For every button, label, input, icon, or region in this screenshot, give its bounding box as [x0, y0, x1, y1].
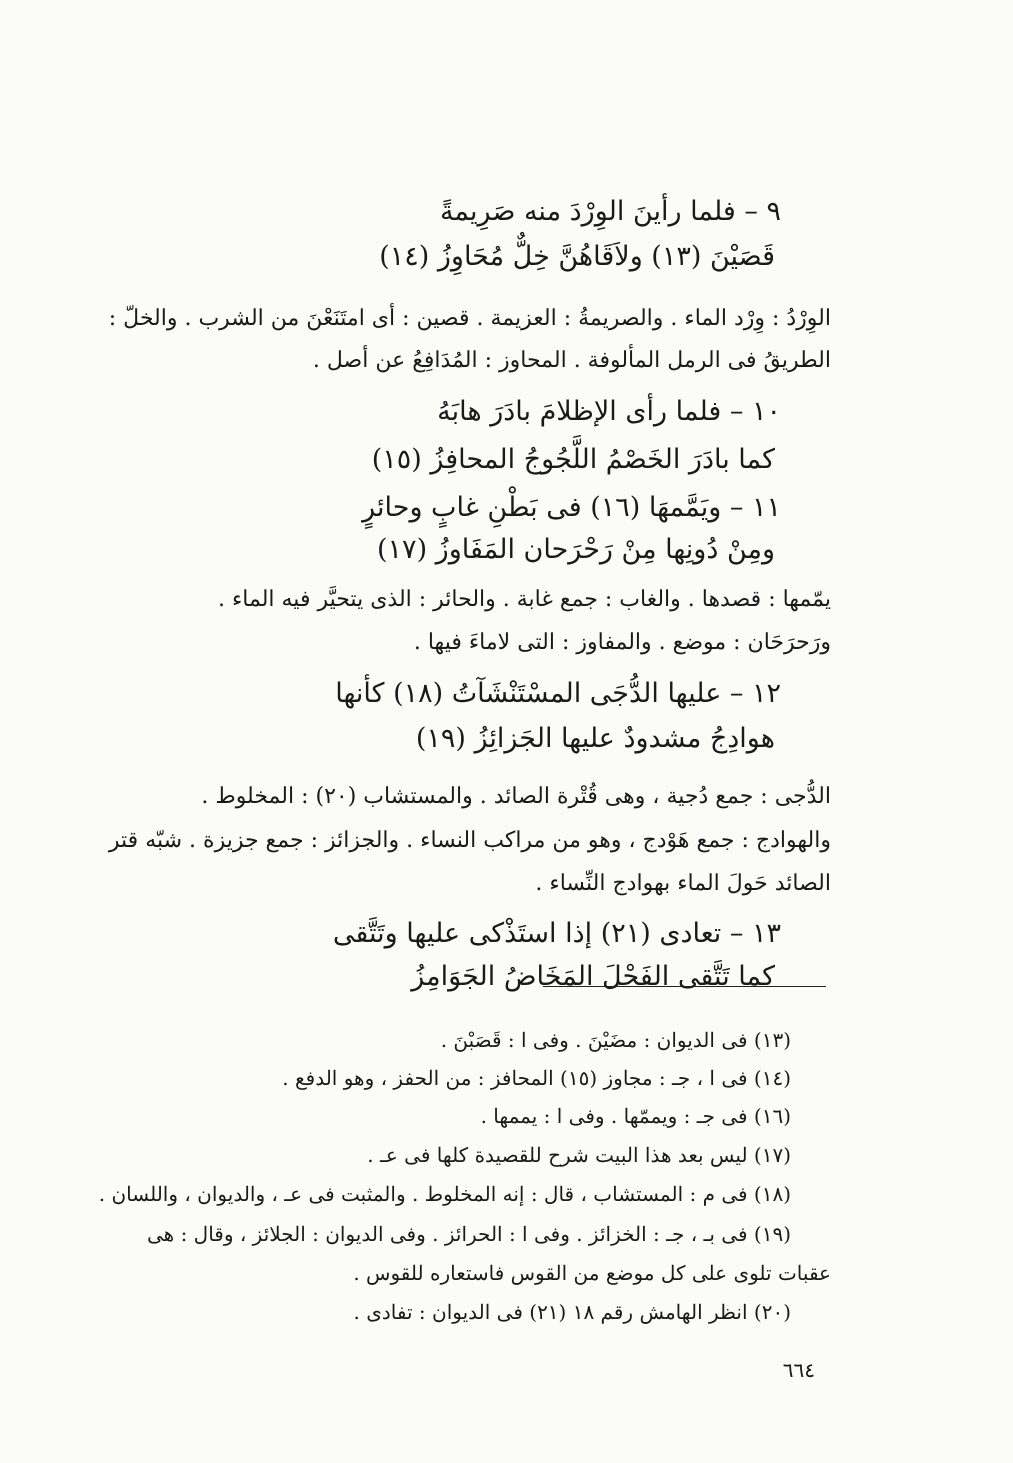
commentary-line: يمّمها : قصدها . والغاب : جمع غابة . والحائر : الذى يتحيَّر فيه الماء . — [217, 587, 831, 612]
footnote-line: (١٨) فى م : المستشاب ، قال : إنه المخلوط . والمثبت فى عـ ، والديوان ، واللسان . — [98, 1182, 791, 1206]
commentary-line: والهوادج : جمع هَوْدج ، وهو من مراكب النساء . والجزائز : جمع جزيزة . شبّه قتر — [108, 828, 831, 853]
footnote-line: (١٤) فى ا ، جـ : مجاوز (١٥) المحافز : من الحفز ، وهو الدفع . — [282, 1066, 791, 1090]
commentary-line: الدُّجى : جمع دُجية ، وهى قُتْرة الصائد . والمستشاب (٢٠) : المخلوط . — [201, 784, 831, 809]
verse-12-first-hemistich: ١٢ – عليها الدُّجَى المسْتَنْشَآتُ (١٨) كأنها — [335, 678, 781, 709]
verse-13-second-hemistich: كما تَتَّقى الفَحْلَ المَخَاضُ الجَوَامِزُ — [411, 961, 775, 992]
page-number: ٦٦٤ — [782, 1358, 815, 1382]
commentary-line: الطريقُ فى الرمل المألوفة . المحاوز : المُدَافِعُ عن أصل . — [312, 348, 831, 373]
verse-12-second-hemistich: هوادِجُ مشدودٌ عليها الجَزائِزُ (١٩) — [415, 723, 775, 754]
footnote-line: (١٦) فى جـ : ويممّها . وفى ا : يممها . — [480, 1104, 791, 1128]
verse-13-first-hemistich: ١٣ – تعادى (٢١) إذا استَذْكى عليها وتَتَّقى — [332, 918, 781, 949]
footnote-line: (١٩) فى بـ ، جـ : الخزائز . وفى ا : الحرائز . وفى الديوان : الجلائز ، وقال : هى — [147, 1222, 791, 1246]
verse-10-first-hemistich: ١٠ – فلما رأى الإظلامَ بادَرَ هابَهُ — [437, 396, 781, 427]
verse-11-first-hemistich: ١١ – ويَمَّمهَا (١٦) فى بَطْنِ غابٍ وحائرٍ — [362, 492, 781, 523]
footnote-line: عقبات تلوى على كل موضع من القوس فاستعاره للقوس . — [353, 1261, 831, 1285]
verse-10-second-hemistich: كما بادَرَ الخَصْمُ اللَّجُوجُ المحافِزُ (١٥) — [371, 444, 775, 475]
verse-9-first-hemistich: ٩ – فلما رأينَ الوِرْدَ منه صَرِيمةً — [439, 196, 781, 227]
commentary-line: ورَحرَحَان : موضع . والمفاوز : التى لاماءَ فيها . — [413, 630, 831, 655]
footnote-line: (٢٠) انظر الهامش رقم ١٨ (٢١) فى الديوان : تفادى . — [353, 1300, 791, 1324]
commentary-line: الوِرْدُ : وِرْد الماء . والصريمةُ : العزيمة . قصين : أى امتَنَعْنَ من الشرب . والخلّ : — [108, 306, 831, 331]
commentary-line: الصائد حَولَ الماء بهوادج النِّساء . — [535, 871, 831, 896]
footnote-separator — [543, 986, 826, 987]
footnote-line: (١٧) ليس بعد هذا البيت شرح للقصيدة كلها فى عـ . — [367, 1143, 791, 1167]
verse-9-second-hemistich: قَصَيْنَ (١٣) ولاَقَاهُنَّ خِلٌّ مُحَاوِزُ (١٤) — [379, 241, 775, 272]
footnote-line: (١٣) فى الديوان : مضَيْنَ . وفى ا : قَصَبْنَ . — [440, 1028, 791, 1052]
verse-11-second-hemistich: ومِنْ دُونِها مِنْ رَحْرَحان المَفَاوزُ (١٧) — [377, 534, 775, 565]
